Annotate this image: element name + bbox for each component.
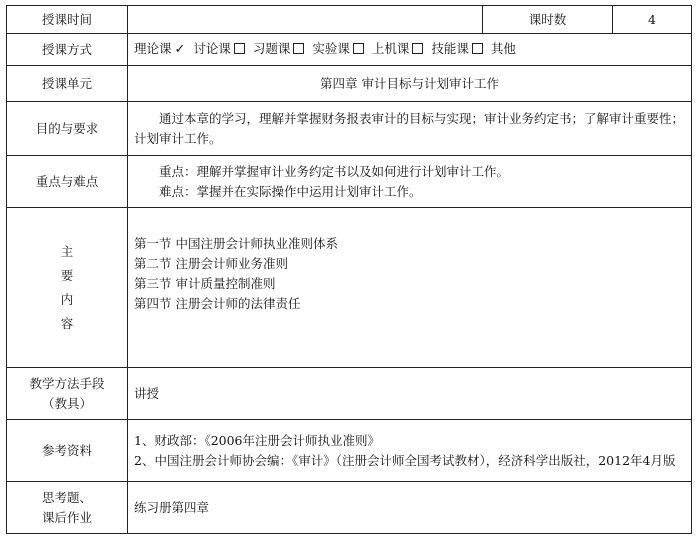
label-main-content — [7, 208, 128, 368]
method-option-theory: 理论课 ✓ — [134, 41, 186, 57]
value-homework: 练习册第四章 — [128, 482, 692, 534]
label-char: 主 — [60, 243, 74, 259]
label-key-points: 重点与难点 — [7, 156, 128, 208]
row-unit — [7, 66, 692, 102]
value-references — [128, 420, 692, 482]
row-references — [7, 420, 692, 482]
method-option-experiment: 实验课 — [312, 41, 366, 56]
content-item: 第二节 注册会计师业务准则 — [134, 256, 288, 271]
checkbox-empty-icon — [353, 43, 364, 54]
method-option-computer: 上机课 — [372, 41, 426, 56]
method-option-discussion: 讨论课 — [193, 41, 247, 56]
label-char: 内 — [60, 291, 74, 307]
checkbox-empty-icon — [412, 43, 423, 54]
value-goal: 通过本章的学习，理解并掌握财务报表审计的目标与实现；审计业务约定书；了解审计重要性；计划审计工作。 — [128, 102, 692, 156]
row-key-points — [7, 156, 692, 208]
label-char: 容 — [60, 315, 74, 331]
reference-item: 1、财政部：《2006年注册会计师执业准则》 — [134, 432, 381, 448]
row-method — [7, 34, 692, 66]
row-content — [7, 208, 692, 368]
difficult-point-line: 难点：掌握并在实际操作中运用计划审计工作。 — [159, 183, 422, 199]
method-option-exercise: 习题课 — [253, 41, 307, 56]
label-teaching-time: 授课时间 — [7, 6, 128, 34]
key-point-line: 重点：理解并掌握审计业务约定书以及如何进行计划审计工作。 — [159, 163, 510, 179]
content-item: 第一节 中国注册会计师执业准则体系 — [134, 236, 338, 251]
value-class-hours: 4 — [613, 6, 692, 34]
label-teaching-means: 教学方法手段 （教具） — [7, 368, 128, 420]
row-homework — [7, 482, 692, 534]
checkmark-icon: ✓ — [174, 42, 186, 57]
label-teaching-method: 授课方式 — [7, 34, 128, 66]
label-homework: 思考题、 课后作业 — [7, 482, 128, 534]
value-teaching-means: 讲授 — [128, 368, 692, 420]
content-item: 第三节 审计质量控制准则 — [134, 276, 276, 291]
label-goal: 目的与要求 — [7, 102, 128, 156]
value-teaching-time — [128, 6, 483, 34]
method-option-other: 其他 — [490, 41, 516, 56]
value-key-points — [128, 156, 692, 208]
value-main-content — [128, 208, 692, 368]
row-goal — [7, 102, 692, 156]
label-class-hours: 课时数 — [483, 6, 613, 34]
value-teaching-unit: 第四章 审计目标与计划审计工作 — [128, 66, 692, 102]
label-char: 要 — [60, 267, 74, 283]
content-item: 第四节 注册会计师的法律责任 — [134, 296, 301, 311]
row-time — [7, 6, 692, 34]
checkbox-empty-icon — [472, 43, 483, 54]
method-option-skill: 技能课 — [431, 41, 485, 56]
label-teaching-unit: 授课单元 — [7, 66, 128, 102]
label-references: 参考资料 — [7, 420, 128, 482]
row-teaching-means — [7, 368, 692, 420]
checkbox-empty-icon — [234, 43, 245, 54]
lesson-plan-table — [6, 5, 692, 534]
checkbox-empty-icon — [293, 43, 304, 54]
reference-item: 2、中国注册会计师协会编：《审计》（注册会计师全国考试教材），经济科学出版社，2012年4月版 — [134, 452, 676, 468]
method-options — [128, 34, 692, 66]
